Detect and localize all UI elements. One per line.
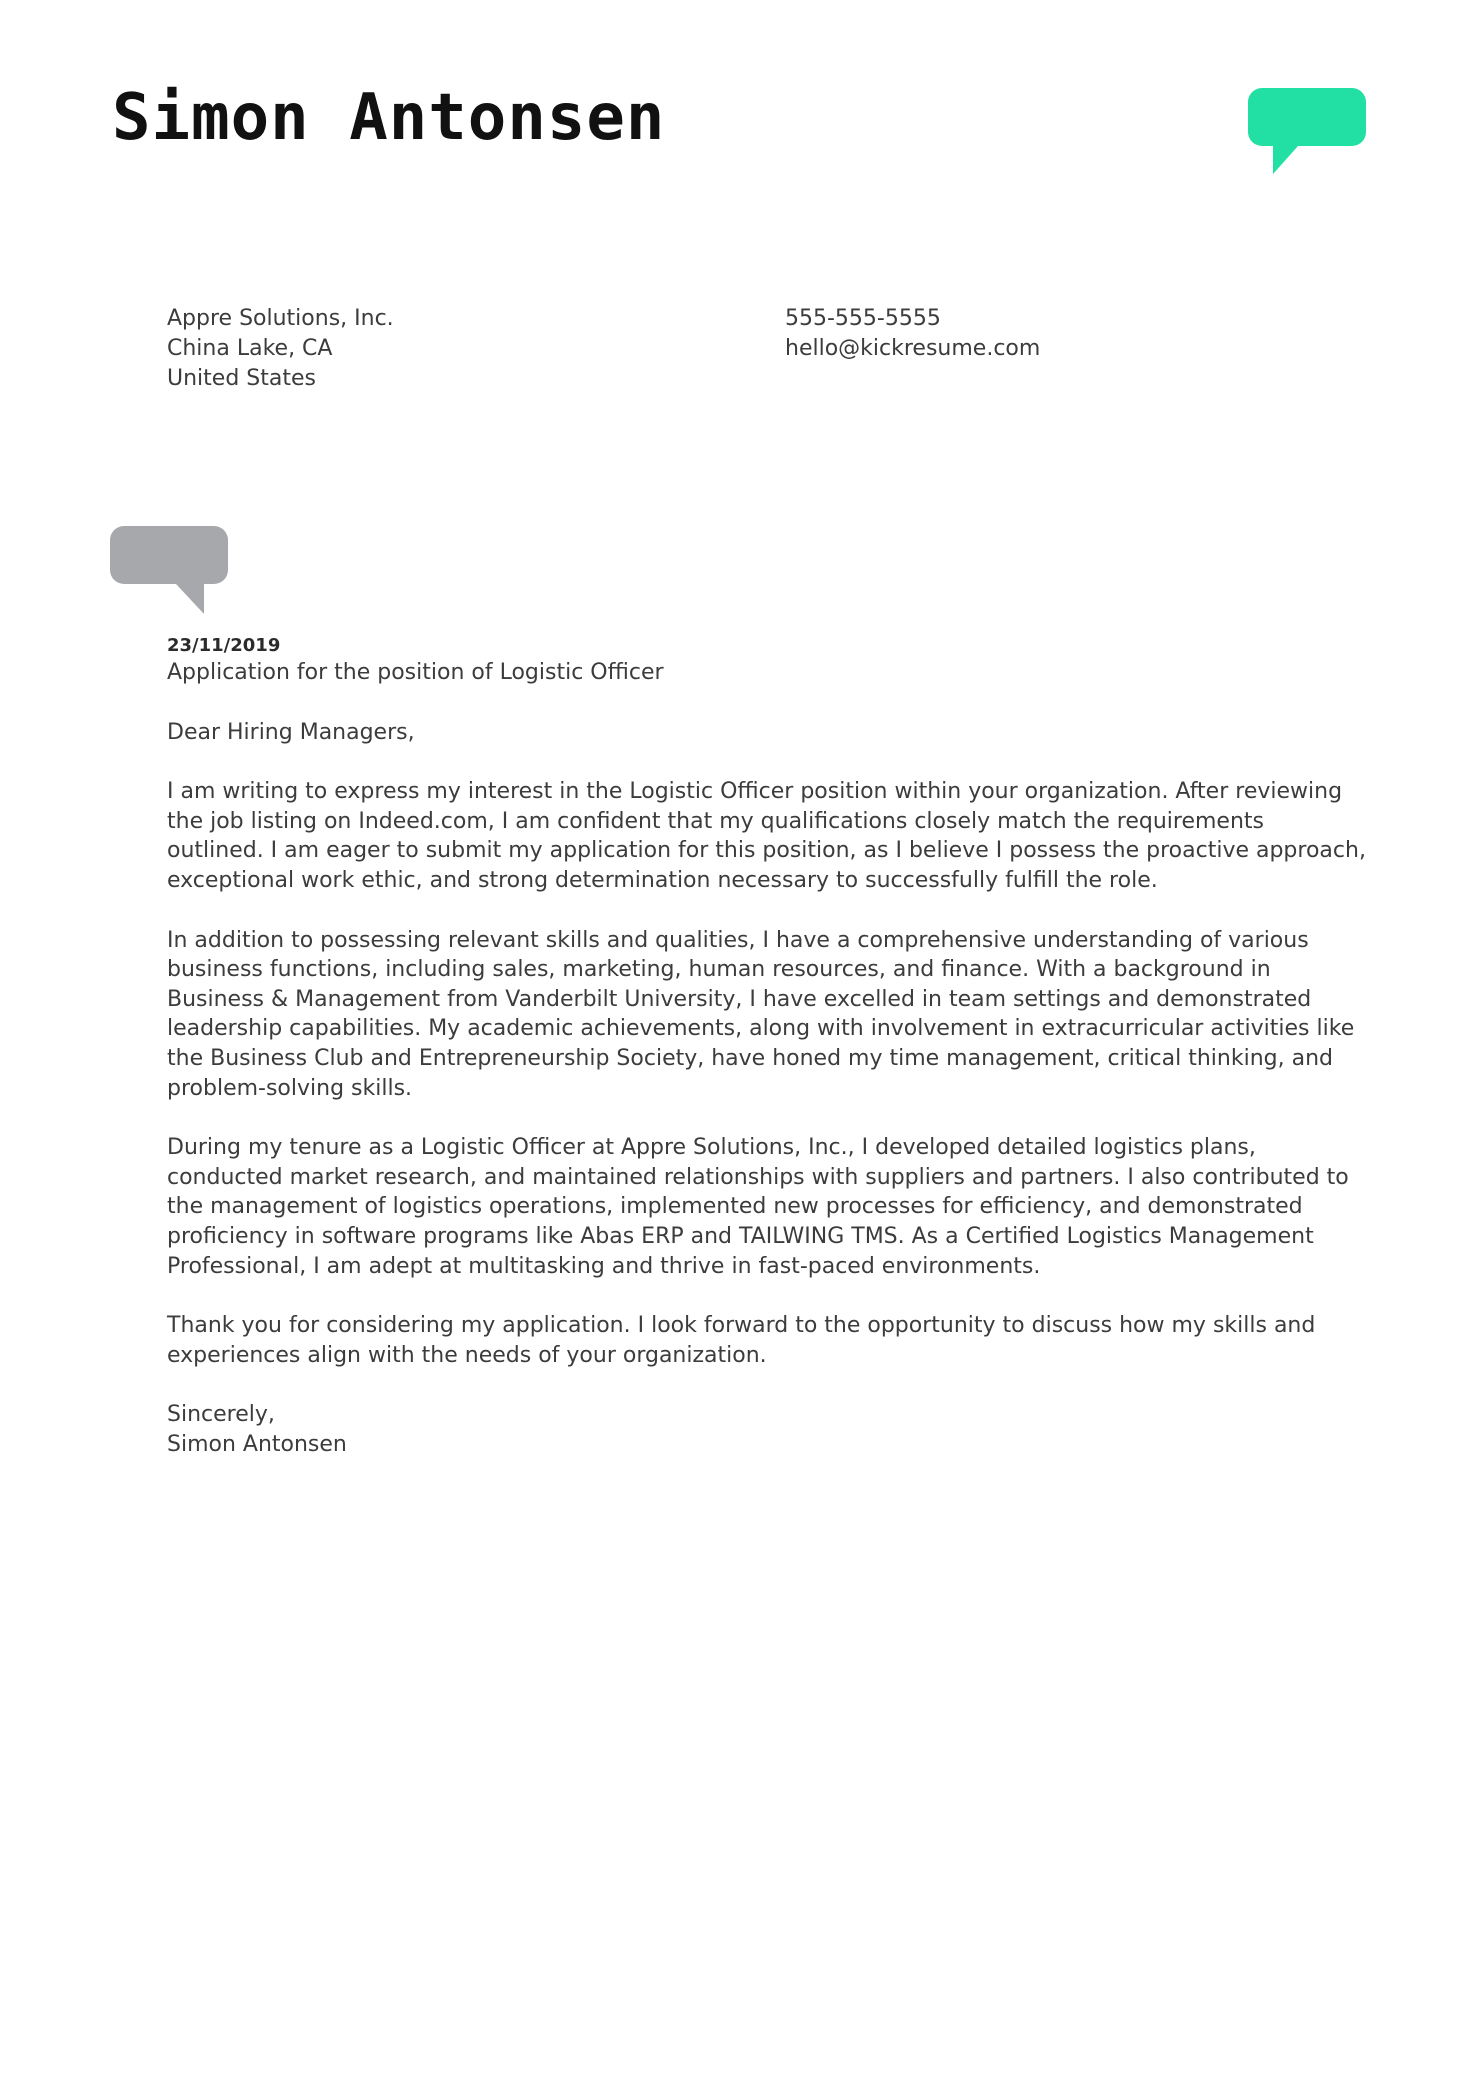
letter-paragraph-4: Thank you for considering my application. I look forward to the opportunity to discuss how my skills and experiences align with the needs of your organization. [167,1313,1316,1368]
recipient-company: Appre Solutions, Inc. [167,306,394,331]
sender-phone: 555-555-5555 [785,306,941,331]
letter-salutation: Dear Hiring Managers, [167,719,415,745]
letter-subject: Application for the position of Logistic Officer [167,660,664,685]
letter-paragraph-2: In addition to possessing relevant skills and qualities, I have a comprehensive understanding of various business functions, including sales, marketing, human resources, and finance. With a background in Business & Management from Vanderbilt University, I have excelled in team settings and demonstrated leadership capabilities. My academic achievements, along with involvement in extracurricular activities like the Business Club and Entrepreneurship Society, have honed my time management, critical thinking, and problem-solving skills. [167,927,1355,1101]
letter-paragraph-1: I am writing to express my interest in the Logistic Officer position within your organization. After reviewing the job listing on Indeed.com, I am confident that my qualifications closely match the requirements outlined. I am eager to submit my application for this position, as I believe I possess the proactive approach, exceptional work ethic, and strong determination necessary to successfully fulfill the role. [167,779,1366,893]
recipient-address [167,304,394,394]
sender-email[interactable]: hello@kickresume.com [785,336,1041,361]
letter-signoff [167,1400,1367,1459]
letter-paragraph-3: During my tenure as a Logistic Officer at Appre Solutions, Inc., I developed detailed logistics plans, conducted market research, and maintained relationships with suppliers and partners. I also contributed to the management of logistics operations, implemented new processes for efficiency, and demonstrated proficiency in software programs like Abas ERP and TAILWING TMS. As a Certified Logistics Management Professional, I am adept at multitasking and thrive in fast-paced environments. [167,1135,1349,1279]
speech-bubble-icon [110,526,230,614]
speech-bubble-gray-shape [110,526,228,614]
letter-closing: Sincerely, [167,1402,275,1428]
letter-body [167,634,1367,1459]
letter-date: 23/11/2019 [167,635,281,656]
speech-bubble-icon [1248,88,1368,174]
recipient-country: United States [167,366,316,391]
sender-contact [785,304,1040,364]
applicant-name: Simon Antonsen [112,81,666,155]
letter-signature: Simon Antonsen [167,1431,347,1457]
speech-bubble-green-shape [1248,88,1366,174]
recipient-city: China Lake, CA [167,336,333,361]
